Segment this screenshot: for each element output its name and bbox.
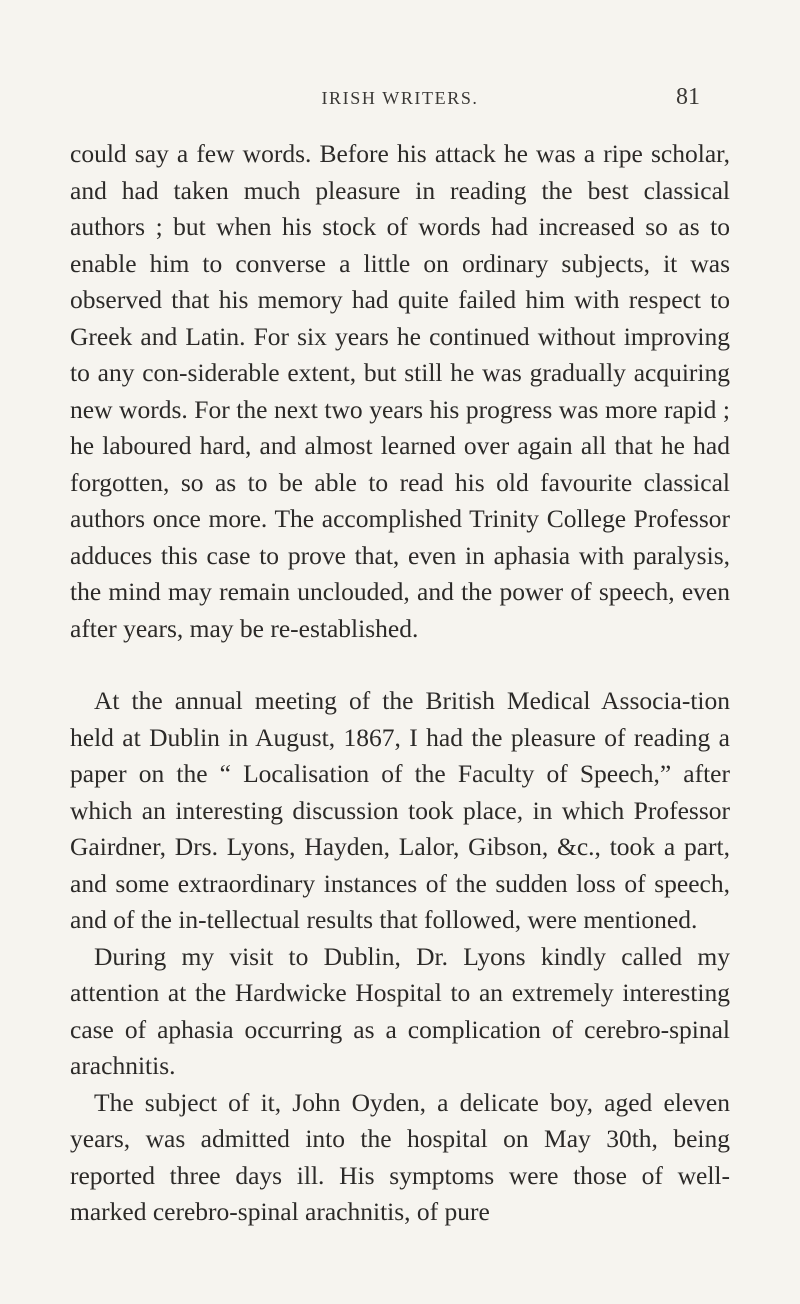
paragraph-4: The subject of it, John Oyden, a delicate boy, aged eleven years, was admitted into the hospital on May 30th, being reported three days ill. His symptoms were those of well-marked cerebro-spinal arachnitis, of pure <box>70 1087 730 1226</box>
body-text <box>70 136 730 1231</box>
paragraph-2: At the annual meeting of the British Medical Associa-tion held at Dublin in August, 1867, I had the pleasure of reading a paper on the “ Localisation of the Faculty of Speech,” after which an interesting discussion took place, in which Professor Gairdner, Drs. Lyons, Hayden, Lalor, Gibson, &c., took a part, and some extraordinary instances of the sudden loss of speech, and of the in-tellectual results that followed, were mentioned. <box>70 686 730 934</box>
running-head <box>0 84 800 114</box>
page-number: 81 <box>676 84 700 110</box>
paragraph-3: During my visit to Dublin, Dr. Lyons kindly called my attention at the Hardwicke Hospital to an extremely interesting case of aphasia occurring as a complication of cerebro-spinal arachnitis. <box>70 941 730 1080</box>
paragraph-1: could say a few words. Before his attack he was a ripe scholar, and had taken much pleasure in reading the best classical authors ; but when his stock of words had increased so as to enable him to converse a little on ordinary subjects, it was observed that his memory had quite failed him with respect to Greek and Latin. For six years he continued without improving to any con-siderable extent, but still he was gradually acquiring new words. For the next two years his progress was more rapid ; he laboured hard, and almost learned over again all that he had forgotten, so as to be able to read his old favourite classical authors once more. The accomplished Trinity College Professor adduces this case to prove that, even in aphasia with paralysis, the mind may remain unclouded, and the power of speech, even after years, may be re-established. <box>70 139 730 643</box>
running-head-title: IRISH WRITERS. <box>321 88 479 108</box>
